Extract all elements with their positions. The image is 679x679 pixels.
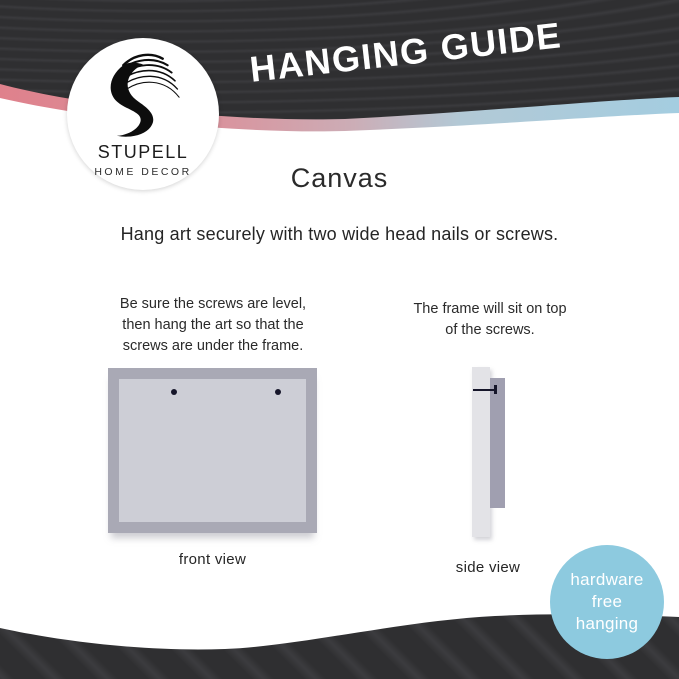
nail-head-icon: [494, 385, 497, 394]
stupell-s-swirl-icon: [102, 48, 184, 144]
front-instruction-line-3: screws are under the frame.: [122, 338, 304, 354]
hardware-free-badge: [550, 545, 664, 659]
front-instruction-line-2: then hang the art so that the: [122, 317, 304, 333]
badge-line-2: free: [591, 592, 623, 611]
section-title: Canvas: [290, 163, 389, 193]
side-view-caption: side view: [455, 559, 521, 576]
side-view-instruction: [390, 299, 590, 341]
nail-icon: [473, 389, 496, 391]
side-view-wall-bar: [472, 367, 490, 537]
intro-text: Hang art securely with two wide head nails or screws.: [120, 224, 559, 244]
side-view-frame-bar: [490, 378, 505, 508]
front-view-diagram: [108, 368, 317, 533]
screw-dot-left-icon: [171, 389, 177, 395]
front-view-caption: front view: [178, 551, 247, 568]
brand-logo-circle: [67, 38, 219, 190]
brand-tagline: HOME DECOR: [94, 166, 192, 178]
screw-dot-right-icon: [275, 389, 281, 395]
front-instruction-line-1: Be sure the screws are level,: [119, 296, 307, 312]
front-view-instruction: [103, 294, 323, 357]
page-title: HANGING GUIDE: [247, 14, 564, 90]
side-instruction-line-1: The frame will sit on top: [413, 301, 567, 317]
badge-line-3: hanging: [575, 614, 639, 633]
badge-line-1: hardware: [570, 570, 644, 589]
side-instruction-line-2: of the screws.: [445, 322, 535, 338]
brand-name: STUPELL: [97, 142, 189, 162]
